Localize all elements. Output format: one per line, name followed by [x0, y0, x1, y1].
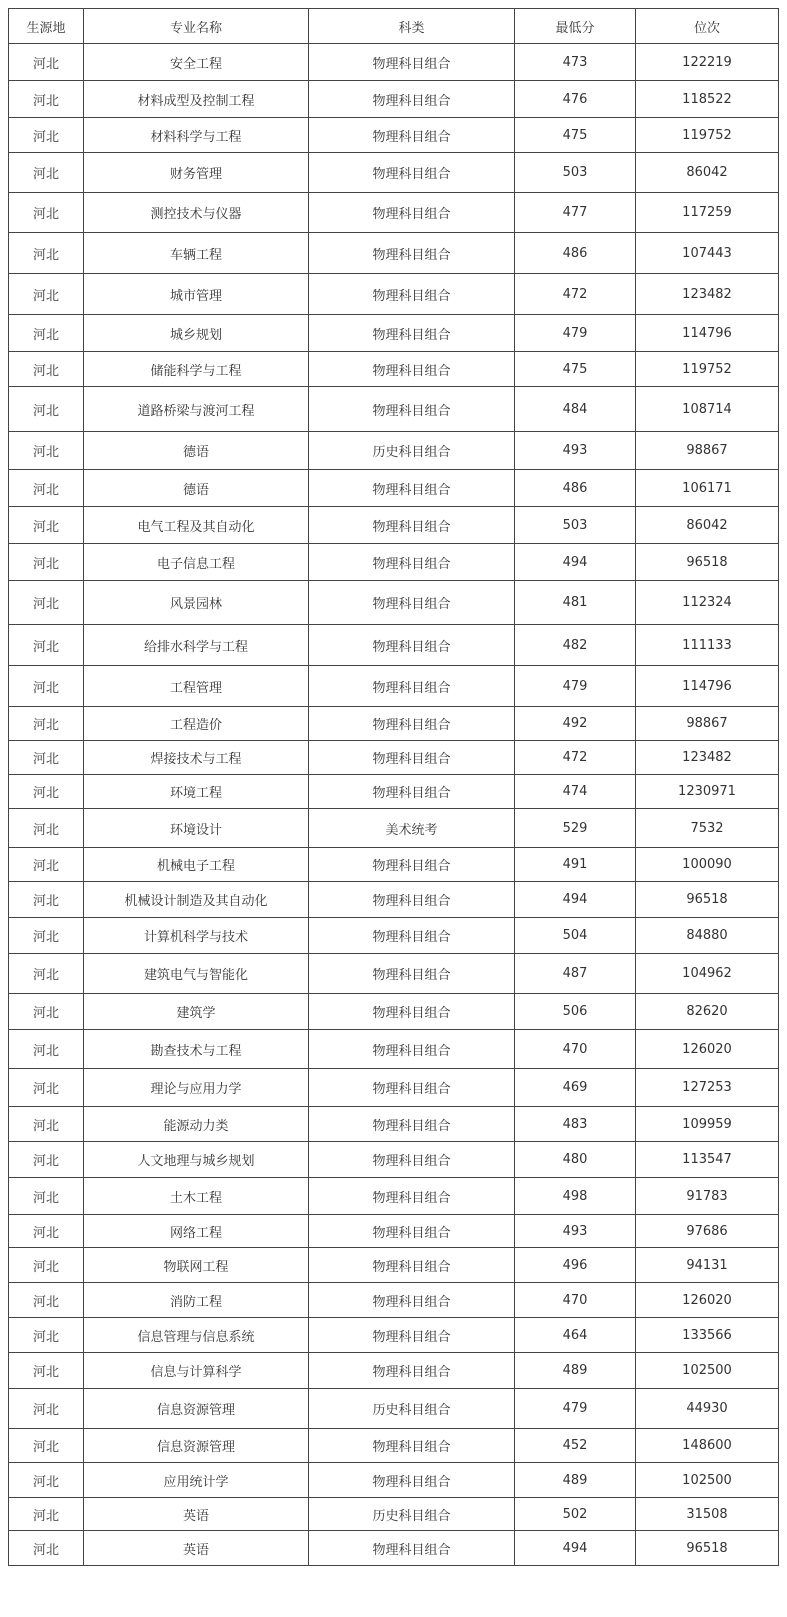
table-body	[9, 44, 779, 1566]
cell-rank: 86042	[636, 507, 779, 544]
cell-category: 物理科目组合	[309, 1283, 515, 1318]
cell-category: 美术统考	[309, 809, 515, 848]
cell-major: 土木工程	[84, 1178, 309, 1215]
table-row	[9, 1531, 779, 1566]
cell-source: 河北	[9, 432, 84, 470]
cell-min-score: 492	[515, 707, 636, 741]
cell-min-score: 502	[515, 1498, 636, 1531]
table-row	[9, 507, 779, 544]
table-row	[9, 1463, 779, 1498]
cell-rank: 86042	[636, 153, 779, 193]
cell-rank: 148600	[636, 1429, 779, 1463]
table-row	[9, 1030, 779, 1069]
cell-min-score: 470	[515, 1030, 636, 1069]
cell-min-score: 479	[515, 1389, 636, 1429]
header-rank: 位次	[636, 9, 779, 44]
cell-major: 机械电子工程	[84, 848, 309, 882]
cell-rank: 112324	[636, 581, 779, 625]
cell-category: 物理科目组合	[309, 507, 515, 544]
table-row	[9, 1215, 779, 1248]
cell-rank: 31508	[636, 1498, 779, 1531]
table-row	[9, 1498, 779, 1531]
cell-category: 物理科目组合	[309, 1178, 515, 1215]
cell-category: 物理科目组合	[309, 1107, 515, 1142]
cell-major: 车辆工程	[84, 233, 309, 274]
cell-source: 河北	[9, 741, 84, 775]
cell-rank: 117259	[636, 193, 779, 233]
cell-major: 英语	[84, 1531, 309, 1566]
cell-rank: 123482	[636, 274, 779, 315]
table-row	[9, 954, 779, 994]
cell-rank: 123482	[636, 741, 779, 775]
table-row	[9, 882, 779, 918]
cell-min-score: 487	[515, 954, 636, 994]
header-min-score: 最低分	[515, 9, 636, 44]
cell-major: 环境设计	[84, 809, 309, 848]
cell-major: 信息管理与信息系统	[84, 1318, 309, 1353]
cell-category: 物理科目组合	[309, 1353, 515, 1389]
cell-source: 河北	[9, 507, 84, 544]
cell-min-score: 474	[515, 775, 636, 809]
cell-major: 建筑学	[84, 994, 309, 1030]
cell-category: 物理科目组合	[309, 741, 515, 775]
cell-source: 河北	[9, 387, 84, 432]
table-row	[9, 666, 779, 707]
cell-source: 河北	[9, 1389, 84, 1429]
cell-rank: 96518	[636, 544, 779, 581]
cell-min-score: 491	[515, 848, 636, 882]
cell-source: 河北	[9, 1248, 84, 1283]
cell-category: 物理科目组合	[309, 848, 515, 882]
cell-major: 信息资源管理	[84, 1389, 309, 1429]
cell-min-score: 484	[515, 387, 636, 432]
cell-min-score: 493	[515, 432, 636, 470]
cell-source: 河北	[9, 625, 84, 666]
table-row	[9, 193, 779, 233]
cell-rank: 113547	[636, 1142, 779, 1178]
cell-source: 河北	[9, 1429, 84, 1463]
cell-source: 河北	[9, 470, 84, 507]
cell-rank: 107443	[636, 233, 779, 274]
table-row	[9, 233, 779, 274]
table-row	[9, 315, 779, 352]
cell-major: 应用统计学	[84, 1463, 309, 1498]
cell-source: 河北	[9, 1318, 84, 1353]
table-row	[9, 470, 779, 507]
cell-min-score: 475	[515, 352, 636, 387]
table-row	[9, 544, 779, 581]
cell-source: 河北	[9, 544, 84, 581]
cell-category: 历史科目组合	[309, 432, 515, 470]
cell-major: 城乡规划	[84, 315, 309, 352]
cell-rank: 122219	[636, 44, 779, 81]
cell-rank: 82620	[636, 994, 779, 1030]
cell-source: 河北	[9, 233, 84, 274]
admission-score-table	[8, 8, 779, 1566]
table-row	[9, 1283, 779, 1318]
table-row	[9, 1142, 779, 1178]
cell-rank: 133566	[636, 1318, 779, 1353]
cell-category: 物理科目组合	[309, 153, 515, 193]
cell-rank: 127253	[636, 1069, 779, 1107]
cell-source: 河北	[9, 81, 84, 118]
table-row	[9, 387, 779, 432]
cell-min-score: 486	[515, 470, 636, 507]
cell-min-score: 481	[515, 581, 636, 625]
table-row	[9, 432, 779, 470]
cell-min-score: 472	[515, 741, 636, 775]
cell-source: 河北	[9, 352, 84, 387]
cell-rank: 100090	[636, 848, 779, 882]
cell-min-score: 464	[515, 1318, 636, 1353]
cell-min-score: 493	[515, 1215, 636, 1248]
cell-rank: 1230971	[636, 775, 779, 809]
cell-major: 焊接技术与工程	[84, 741, 309, 775]
cell-major: 环境工程	[84, 775, 309, 809]
cell-rank: 102500	[636, 1463, 779, 1498]
cell-rank: 114796	[636, 315, 779, 352]
cell-min-score: 496	[515, 1248, 636, 1283]
cell-source: 河北	[9, 1531, 84, 1566]
cell-min-score: 506	[515, 994, 636, 1030]
cell-min-score: 498	[515, 1178, 636, 1215]
cell-category: 物理科目组合	[309, 315, 515, 352]
cell-source: 河北	[9, 1107, 84, 1142]
table-row	[9, 994, 779, 1030]
cell-source: 河北	[9, 994, 84, 1030]
cell-min-score: 486	[515, 233, 636, 274]
cell-category: 物理科目组合	[309, 118, 515, 153]
cell-rank: 108714	[636, 387, 779, 432]
cell-category: 物理科目组合	[309, 1215, 515, 1248]
cell-min-score: 489	[515, 1353, 636, 1389]
cell-min-score: 452	[515, 1429, 636, 1463]
cell-major: 英语	[84, 1498, 309, 1531]
cell-min-score: 470	[515, 1283, 636, 1318]
table-row	[9, 918, 779, 954]
cell-category: 物理科目组合	[309, 1248, 515, 1283]
cell-rank: 91783	[636, 1178, 779, 1215]
cell-category: 物理科目组合	[309, 233, 515, 274]
cell-category: 物理科目组合	[309, 544, 515, 581]
table-row	[9, 1178, 779, 1215]
table-row	[9, 741, 779, 775]
cell-rank: 114796	[636, 666, 779, 707]
cell-major: 计算机科学与技术	[84, 918, 309, 954]
cell-rank: 109959	[636, 1107, 779, 1142]
cell-source: 河北	[9, 44, 84, 81]
cell-rank: 106171	[636, 470, 779, 507]
cell-source: 河北	[9, 581, 84, 625]
cell-major: 储能科学与工程	[84, 352, 309, 387]
cell-min-score: 480	[515, 1142, 636, 1178]
cell-source: 河北	[9, 809, 84, 848]
cell-major: 信息资源管理	[84, 1429, 309, 1463]
table-row	[9, 775, 779, 809]
cell-min-score: 479	[515, 666, 636, 707]
table-row	[9, 274, 779, 315]
cell-rank: 7532	[636, 809, 779, 848]
cell-major: 勘查技术与工程	[84, 1030, 309, 1069]
cell-rank: 118522	[636, 81, 779, 118]
cell-major: 德语	[84, 470, 309, 507]
cell-major: 材料科学与工程	[84, 118, 309, 153]
table-header-row	[9, 9, 779, 44]
cell-major: 道路桥梁与渡河工程	[84, 387, 309, 432]
cell-source: 河北	[9, 775, 84, 809]
cell-rank: 102500	[636, 1353, 779, 1389]
cell-source: 河北	[9, 666, 84, 707]
table-row	[9, 1069, 779, 1107]
cell-source: 河北	[9, 918, 84, 954]
cell-category: 物理科目组合	[309, 707, 515, 741]
cell-rank: 96518	[636, 882, 779, 918]
cell-min-score: 503	[515, 507, 636, 544]
cell-rank: 96518	[636, 1531, 779, 1566]
cell-category: 物理科目组合	[309, 1030, 515, 1069]
cell-min-score: 504	[515, 918, 636, 954]
cell-major: 信息与计算科学	[84, 1353, 309, 1389]
cell-category: 物理科目组合	[309, 882, 515, 918]
table-row	[9, 809, 779, 848]
table-row	[9, 118, 779, 153]
cell-category: 物理科目组合	[309, 775, 515, 809]
cell-min-score: 489	[515, 1463, 636, 1498]
cell-major: 安全工程	[84, 44, 309, 81]
cell-major: 建筑电气与智能化	[84, 954, 309, 994]
cell-source: 河北	[9, 1215, 84, 1248]
table-row	[9, 153, 779, 193]
cell-major: 人文地理与城乡规划	[84, 1142, 309, 1178]
cell-min-score: 472	[515, 274, 636, 315]
cell-source: 河北	[9, 882, 84, 918]
cell-category: 物理科目组合	[309, 1531, 515, 1566]
cell-major: 网络工程	[84, 1215, 309, 1248]
cell-source: 河北	[9, 707, 84, 741]
cell-category: 物理科目组合	[309, 1463, 515, 1498]
header-source: 生源地	[9, 9, 84, 44]
cell-source: 河北	[9, 153, 84, 193]
cell-major: 机械设计制造及其自动化	[84, 882, 309, 918]
cell-category: 物理科目组合	[309, 666, 515, 707]
table-row	[9, 707, 779, 741]
cell-rank: 119752	[636, 118, 779, 153]
cell-source: 河北	[9, 1178, 84, 1215]
cell-min-score: 469	[515, 1069, 636, 1107]
cell-source: 河北	[9, 274, 84, 315]
cell-category: 物理科目组合	[309, 470, 515, 507]
table-row	[9, 1353, 779, 1389]
cell-category: 物理科目组合	[309, 44, 515, 81]
table-row	[9, 848, 779, 882]
cell-min-score: 503	[515, 153, 636, 193]
cell-min-score: 494	[515, 1531, 636, 1566]
cell-major: 电气工程及其自动化	[84, 507, 309, 544]
table-row	[9, 1248, 779, 1283]
cell-source: 河北	[9, 1353, 84, 1389]
cell-category: 物理科目组合	[309, 1318, 515, 1353]
table-row	[9, 44, 779, 81]
cell-rank: 126020	[636, 1030, 779, 1069]
table-row	[9, 1389, 779, 1429]
cell-category: 历史科目组合	[309, 1389, 515, 1429]
cell-source: 河北	[9, 315, 84, 352]
cell-major: 工程造价	[84, 707, 309, 741]
table-row	[9, 81, 779, 118]
header-major: 专业名称	[84, 9, 309, 44]
cell-category: 物理科目组合	[309, 193, 515, 233]
cell-min-score: 475	[515, 118, 636, 153]
cell-major: 城市管理	[84, 274, 309, 315]
cell-source: 河北	[9, 1283, 84, 1318]
cell-min-score: 494	[515, 544, 636, 581]
cell-source: 河北	[9, 848, 84, 882]
cell-rank: 126020	[636, 1283, 779, 1318]
cell-category: 物理科目组合	[309, 954, 515, 994]
cell-category: 物理科目组合	[309, 1142, 515, 1178]
cell-rank: 119752	[636, 352, 779, 387]
cell-min-score: 473	[515, 44, 636, 81]
cell-major: 工程管理	[84, 666, 309, 707]
cell-major: 测控技术与仪器	[84, 193, 309, 233]
cell-rank: 44930	[636, 1389, 779, 1429]
table-row	[9, 625, 779, 666]
cell-category: 历史科目组合	[309, 1498, 515, 1531]
cell-source: 河北	[9, 193, 84, 233]
cell-category: 物理科目组合	[309, 274, 515, 315]
cell-major: 能源动力类	[84, 1107, 309, 1142]
cell-major: 德语	[84, 432, 309, 470]
cell-source: 河北	[9, 1463, 84, 1498]
cell-source: 河北	[9, 1142, 84, 1178]
cell-source: 河北	[9, 1069, 84, 1107]
table-row	[9, 1107, 779, 1142]
cell-rank: 104962	[636, 954, 779, 994]
cell-category: 物理科目组合	[309, 625, 515, 666]
cell-category: 物理科目组合	[309, 581, 515, 625]
cell-min-score: 476	[515, 81, 636, 118]
cell-category: 物理科目组合	[309, 918, 515, 954]
cell-category: 物理科目组合	[309, 994, 515, 1030]
cell-source: 河北	[9, 954, 84, 994]
cell-source: 河北	[9, 118, 84, 153]
cell-major: 给排水科学与工程	[84, 625, 309, 666]
cell-category: 物理科目组合	[309, 1069, 515, 1107]
cell-major: 材料成型及控制工程	[84, 81, 309, 118]
cell-major: 电子信息工程	[84, 544, 309, 581]
cell-major: 理论与应用力学	[84, 1069, 309, 1107]
cell-min-score: 477	[515, 193, 636, 233]
cell-min-score: 494	[515, 882, 636, 918]
cell-rank: 111133	[636, 625, 779, 666]
cell-min-score: 529	[515, 809, 636, 848]
table-row	[9, 1318, 779, 1353]
cell-min-score: 483	[515, 1107, 636, 1142]
cell-major: 风景园林	[84, 581, 309, 625]
cell-rank: 97686	[636, 1215, 779, 1248]
cell-major: 消防工程	[84, 1283, 309, 1318]
cell-rank: 98867	[636, 707, 779, 741]
table-row	[9, 581, 779, 625]
cell-category: 物理科目组合	[309, 81, 515, 118]
cell-rank: 94131	[636, 1248, 779, 1283]
cell-rank: 98867	[636, 432, 779, 470]
cell-category: 物理科目组合	[309, 1429, 515, 1463]
cell-min-score: 479	[515, 315, 636, 352]
header-category: 科类	[309, 9, 515, 44]
cell-source: 河北	[9, 1498, 84, 1531]
cell-major: 物联网工程	[84, 1248, 309, 1283]
cell-category: 物理科目组合	[309, 387, 515, 432]
cell-source: 河北	[9, 1030, 84, 1069]
table-row	[9, 352, 779, 387]
cell-rank: 84880	[636, 918, 779, 954]
cell-category: 物理科目组合	[309, 352, 515, 387]
cell-min-score: 482	[515, 625, 636, 666]
table-row	[9, 1429, 779, 1463]
cell-major: 财务管理	[84, 153, 309, 193]
